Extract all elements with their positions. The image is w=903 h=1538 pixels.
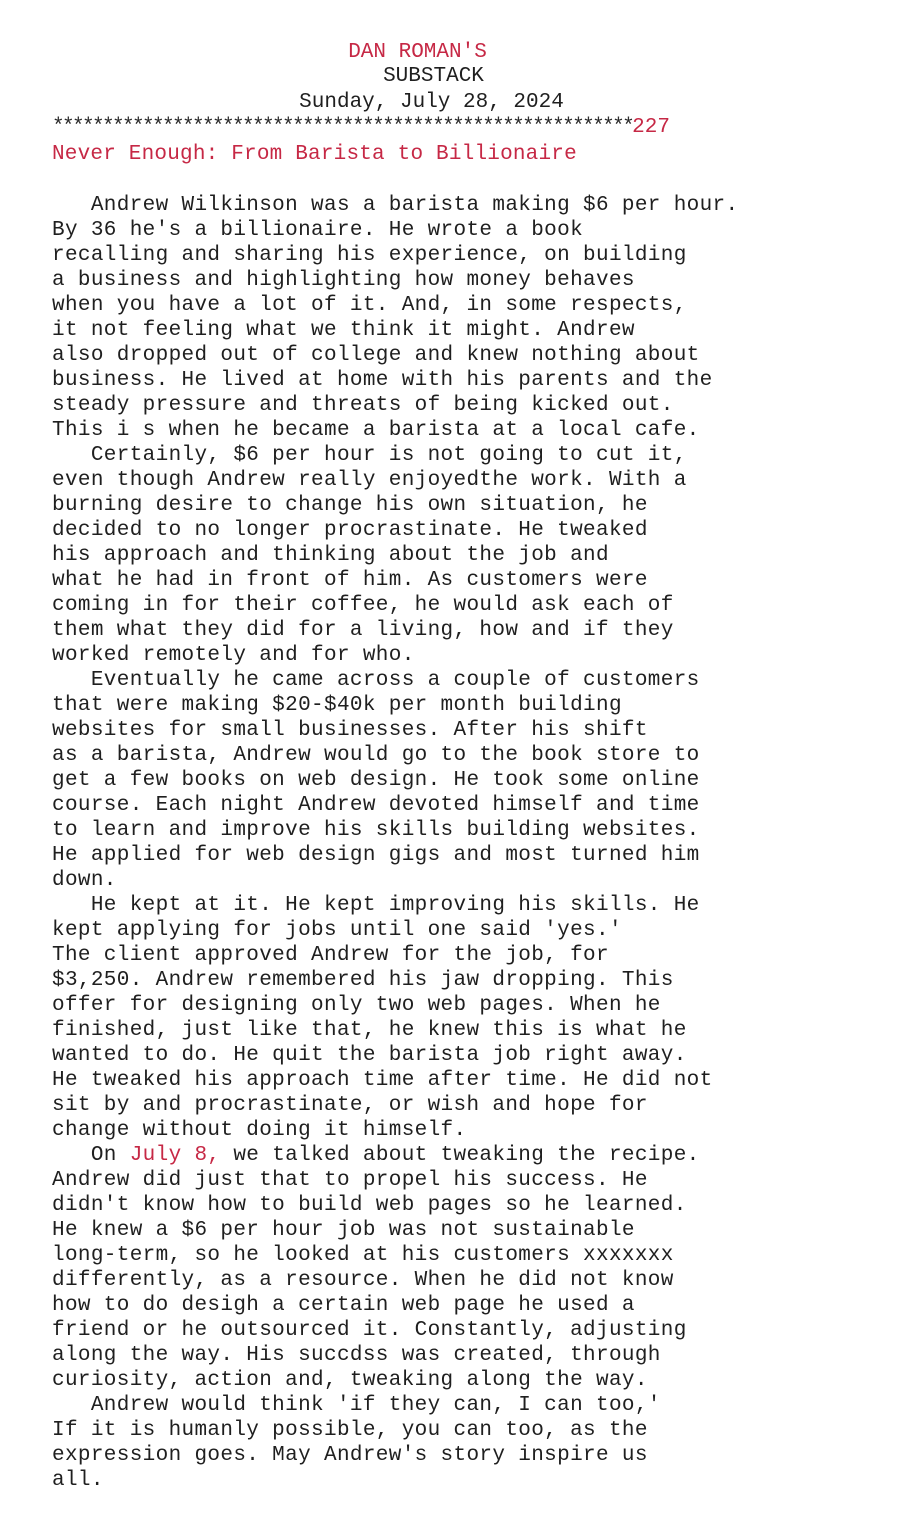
reference-lead: On (52, 1144, 130, 1167)
body-line: what he had in front of him. As customers were (52, 569, 648, 592)
body-line: that were making $20-$40k per month building (52, 694, 622, 717)
body-line: course. Each night Andrew devoted himself and time (52, 794, 700, 817)
body-line: recalling and sharing his experience, on building (52, 244, 687, 267)
body-line: He kept at it. He kept improving his skills. He (52, 894, 700, 917)
body-line: He applied for web design gigs and most turned him (52, 844, 700, 867)
body-line: Eventually he came across a couple of customers (52, 669, 700, 692)
body-line: He tweaked his approach time after time. He did not (52, 1069, 713, 1092)
body-line: also dropped out of college and knew nothing about (52, 344, 700, 367)
body-line: wanted to do. He quit the barista job right away. (52, 1044, 687, 1067)
publication-heading: SUBSTACK (383, 65, 484, 88)
body-line: kept applying for jobs until one said 'yes.' (52, 919, 622, 942)
reference-date-link: July 8, (129, 1144, 221, 1167)
body-line: Andrew would think 'if they can, I can too,' (52, 1394, 661, 1417)
body-line: Andrew Wilkinson was a barista making $6 per hour. (52, 194, 739, 217)
body-line: even though Andrew really enjoyedthe work. With a (52, 469, 687, 492)
body-line: along the way. His succdss was created, through (52, 1344, 661, 1367)
body-line: burning desire to change his own situation, he (52, 494, 648, 517)
date-heading: Sunday, July 28, 2024 (299, 91, 564, 114)
body-line: down. (52, 869, 117, 892)
article-title: Never Enough: From Barista to Billionaire (52, 143, 577, 166)
article-body (52, 193, 892, 1493)
body-line: when you have a lot of it. And, in some respects, (52, 294, 687, 317)
body-line: steady pressure and threats of being kicked out. (52, 394, 674, 417)
body-line: sit by and procrastinate, or wish and hope for (52, 1094, 648, 1117)
body-line: The client approved Andrew for the job, for (52, 944, 609, 967)
body-line: change without doing it himself. (52, 1119, 467, 1142)
body-line: By 36 he's a billionaire. He wrote a book (52, 219, 584, 242)
body-line: decided to no longer procrastinate. He tweaked (52, 519, 648, 542)
body-line: finished, just like that, he knew this is what he (52, 1019, 687, 1042)
body-line: worked remotely and for who. (52, 644, 415, 667)
body-line: it not feeling what we think it might. Andrew (52, 319, 635, 342)
body-line: as a barista, Andrew would go to the book store to (52, 744, 700, 767)
body-line: This i s when he became a barista at a local cafe. (52, 419, 700, 442)
separator-stars: ********************************************************** (52, 116, 633, 139)
body-line: how to do desigh a certain web page he used a (52, 1294, 635, 1317)
body-line: his approach and thinking about the job and (52, 544, 609, 567)
body-line: all. (52, 1469, 104, 1492)
body-line: He knew a $6 per hour job was not sustainable (52, 1219, 635, 1242)
body-line: differently, as a resource. When he did not know (52, 1269, 674, 1292)
body-line: them what they did for a living, how and if they (52, 619, 674, 642)
body-line: a business and highlighting how money behaves (52, 269, 635, 292)
star-separator (52, 115, 670, 140)
body-line: websites for small businesses. After his shift (52, 719, 648, 742)
body-line: business. He lived at home with his parents and the (52, 369, 713, 392)
body-line: to learn and improve his skills building websites. (52, 819, 700, 842)
issue-number: 227 (632, 116, 670, 139)
body-line: get a few books on web design. He took some online (52, 769, 700, 792)
body-line: offer for designing only two web pages. When he (52, 994, 661, 1017)
body-line: Certainly, $6 per hour is not going to cut it, (52, 444, 687, 467)
reference-rest: we talked about tweaking the recipe. (220, 1144, 700, 1167)
body-line: If it is humanly possible, you can too, as the (52, 1419, 648, 1442)
body-line: $3,250. Andrew remembered his jaw dropping. This (52, 969, 674, 992)
body-line: long-term, so he looked at his customers xxxxxxx (52, 1244, 674, 1267)
body-line-reference (52, 1143, 892, 1168)
body-line: curiosity, action and, tweaking along the way. (52, 1369, 648, 1392)
body-line: Andrew did just that to propel his success. He (52, 1169, 648, 1192)
body-line: expression goes. May Andrew's story inspire us (52, 1444, 648, 1467)
body-line: coming in for their coffee, he would ask each of (52, 594, 674, 617)
body-line: friend or he outsourced it. Constantly, adjusting (52, 1319, 687, 1342)
author-heading: DAN ROMAN'S (348, 41, 487, 64)
body-line: didn't know how to build web pages so he learned. (52, 1194, 687, 1217)
